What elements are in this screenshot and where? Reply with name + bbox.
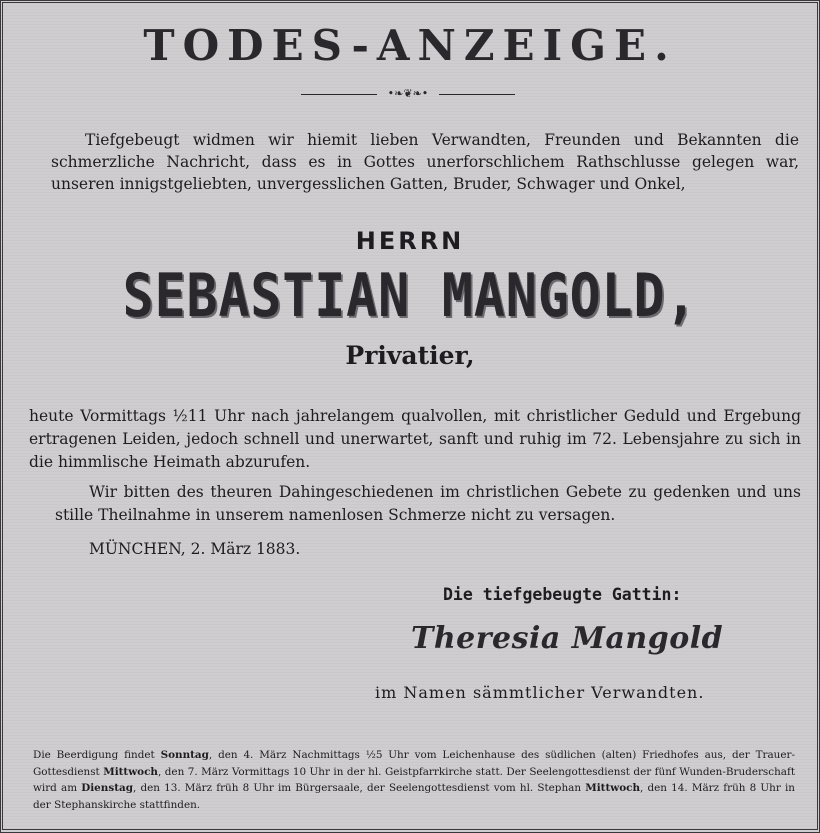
- request-text: Wir bitten des theuren Dahingeschiedenen im christlichen Gebete zu gedenken und uns stille Theilnahme in unserem namenlosen Schmerze nicht zu versagen.: [55, 483, 801, 524]
- intro-text: Tiefgebeugt widmen wir hiemit lieben Verwandten, Freunden und Bekannten die schmerzliche Nachricht, dass es in Gottes unerforschlichem Rathschlusse gelegen war, unseren innigstgeliebten, unvergesslichen Gatten, Bruder, Schwager und Onkel,: [51, 131, 799, 193]
- footer-day: Dienstag: [81, 782, 133, 794]
- footer-day: Mittwoch: [103, 765, 158, 778]
- deceased-name: SEBASTIAN MANGOLD,: [122, 261, 698, 331]
- footer-day: Sonntag: [160, 749, 209, 761]
- footer-text: Die Beerdigung findet: [33, 749, 161, 761]
- funeral-details: [33, 747, 795, 813]
- mourner-note: im Namen sämmtlicher Verwandten.: [375, 683, 705, 702]
- footer-text: , den 13. März früh 8 Uhr im Bürgersaale, der Seelengottesdienst vom hl. Stephan: [133, 782, 586, 794]
- body-paragraph: heute Vormittags ½11 Uhr nach jahrelangem qualvollen, mit christlicher Geduld und Ergebung ertragenen Leiden, jedoch schnell und unerwartet, sanft und ruhig im 72. Lebensjahre zu sich in die himmlische Heimath abzurufen.: [29, 407, 801, 471]
- deceased-profession: Privatier,: [345, 341, 475, 370]
- ornament-line-left: [301, 94, 377, 95]
- mourner-title: Die tiefgebeugte Gattin:: [443, 585, 682, 604]
- ornament-center: •❧❦❧•: [387, 87, 429, 100]
- notice-title: TODES-ANZEIGE.: [143, 21, 677, 70]
- salutation: HERRN: [355, 227, 465, 255]
- intro-paragraph: [51, 129, 799, 195]
- footer-day: Mittwoch: [585, 782, 641, 794]
- signature: Theresia Mangold: [411, 621, 724, 656]
- ornament-divider: [301, 87, 515, 103]
- footer-text: , den 14. März früh 8 Uhr in der Stephanskirche stattfinden.: [33, 782, 795, 811]
- place-date: MÜNCHEN, 2. März 1883.: [89, 540, 301, 558]
- footer-text: , den 7. März Vormittags 10 Uhr in der hl. Geistpfarrkirche statt. Der Seelengottesdienst der fünf Wunden-Bruderschaft wird am: [33, 765, 795, 794]
- request-paragraph: [55, 481, 801, 527]
- footer-text: , den 4. März Nachmittags ½5 Uhr vom Leichenhause des südlichen (alten) Friedhofes aus, der Trauer-Gottesdienst: [33, 749, 796, 778]
- ornament-line-right: [439, 94, 515, 95]
